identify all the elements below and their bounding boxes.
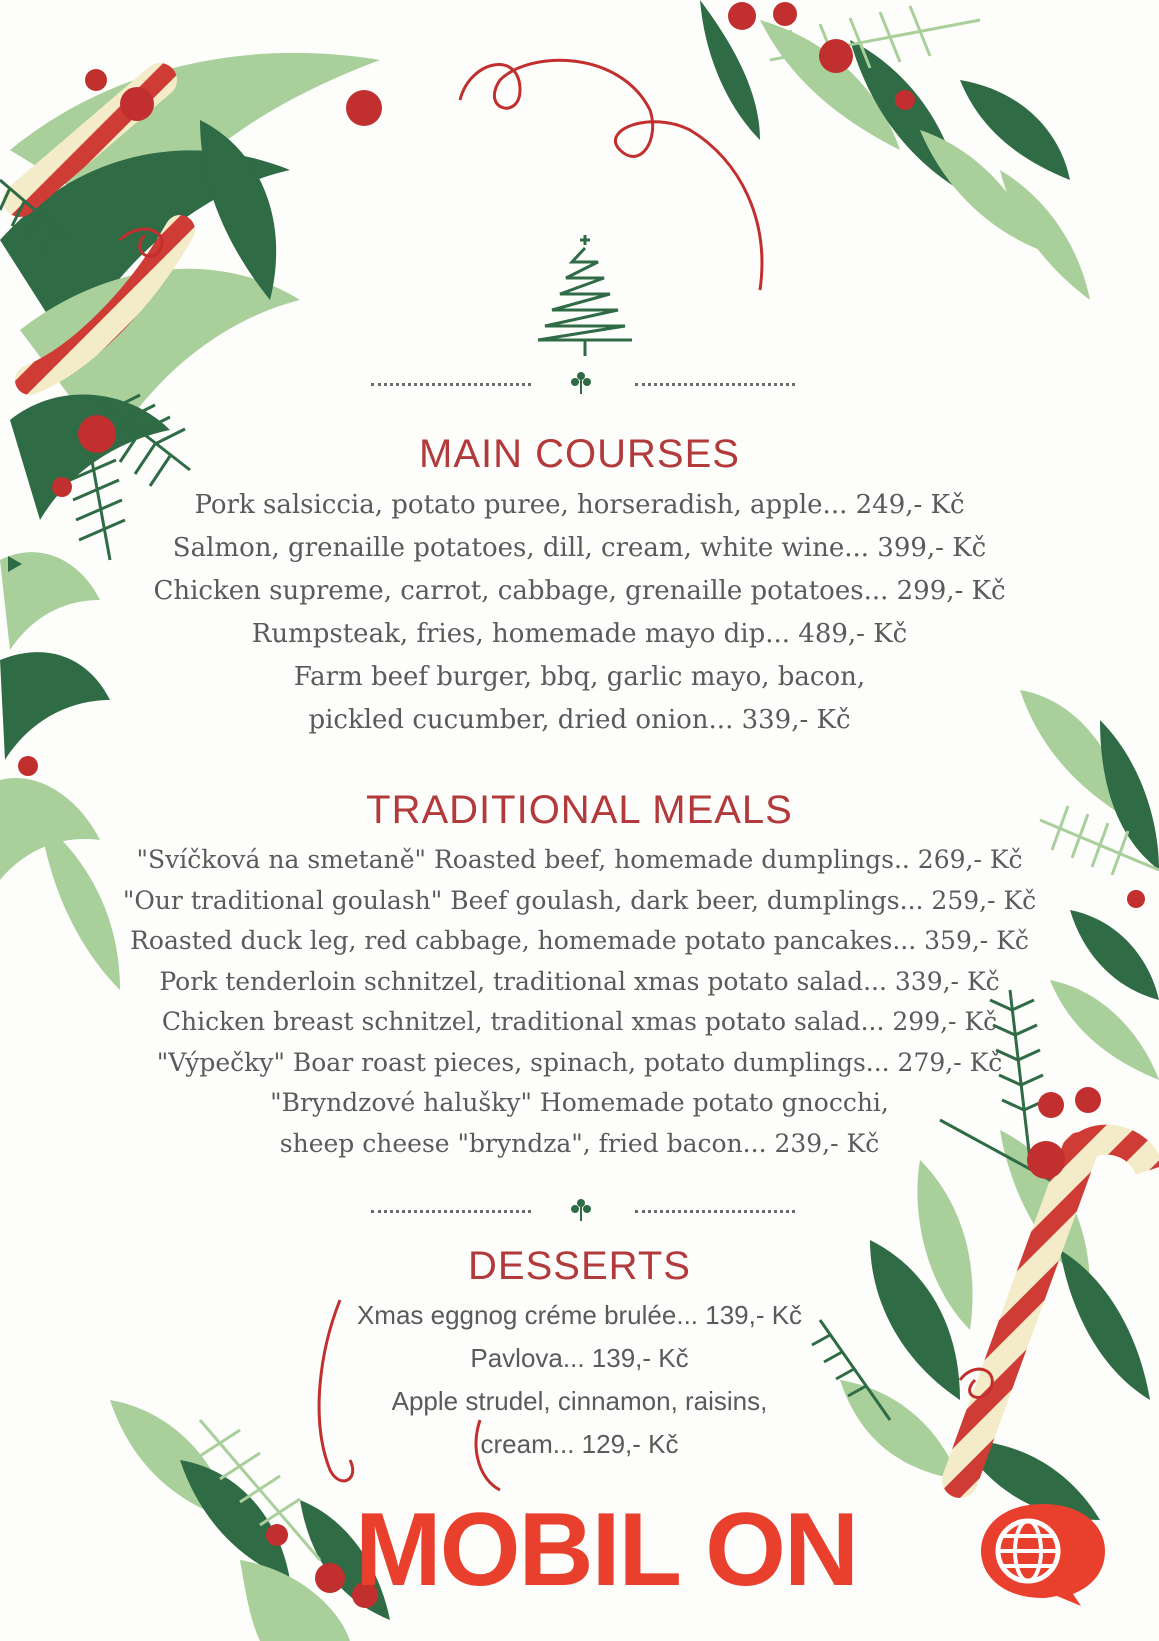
traditional-meals-heading: TRADITIONAL MEALS xyxy=(366,788,793,832)
menu-item: Chicken breast schnitzel, traditional xmas potato salad... 299,- Kč xyxy=(161,1007,998,1036)
menu-item: Apple strudel, cinnamon, raisins, xyxy=(391,1386,768,1416)
menu-item: "Our traditional goulash" Beef goulash, dark beer, dumplings... 259,- Kč xyxy=(122,885,1037,915)
menu-item: Chicken supreme, carrot, cabbage, grenaille potatoes... 299,- Kč xyxy=(153,576,1006,606)
menu-item: cream... 129,- Kč xyxy=(480,1429,679,1459)
globe-chat-icon xyxy=(973,1496,1113,1606)
watermark-logo xyxy=(355,1490,1115,1610)
menu-item: Roasted duck leg, red cabbage, homemade potato pancakes... 359,- Kč xyxy=(130,926,1029,955)
traditional-meals-section xyxy=(0,788,1159,1164)
menu-item: "Bryndzové halušky" Homemade potato gnocchi, xyxy=(270,1088,889,1117)
menu-item: Farm beef burger, bbq, garlic mayo, bacon, xyxy=(293,662,866,692)
desserts-section xyxy=(0,1244,1159,1466)
menu-item: Rumpsteak, fries, homemade mayo dip... 489,- Kč xyxy=(251,619,908,649)
christmas-tree-icon xyxy=(538,235,632,356)
main-courses-heading: MAIN COURSES xyxy=(419,432,740,476)
menu-item: Salmon, grenaille potatoes, dill, cream, white wine... 399,- Kč xyxy=(172,533,987,563)
sprig-icon xyxy=(568,370,594,396)
sprig-icon xyxy=(568,1197,594,1223)
menu-item: Pork tenderloin schnitzel, traditional xmas potato salad... 339,- Kč xyxy=(159,966,1000,996)
menu-item: "Výpečky" Boar roast pieces, spinach, potato dumplings... 279,- Kč xyxy=(156,1047,1003,1077)
menu-item: "Svíčková na smetaně" Roasted beef, homemade dumplings.. 269,- Kč xyxy=(136,845,1023,874)
section-divider-bottom xyxy=(0,1203,1159,1223)
menu-item: sheep cheese "bryndza", fried bacon... 239,- Kč xyxy=(279,1128,880,1158)
watermark-text: MOBIL ON xyxy=(355,1492,858,1608)
menu-item: Pork salsiccia, potato puree, horseradish, apple... 249,- Kč xyxy=(194,490,965,520)
top-right-foliage xyxy=(460,0,1090,300)
desserts-heading: DESSERTS xyxy=(468,1244,691,1288)
menu-item: Pavlova... 139,- Kč xyxy=(470,1343,689,1373)
main-courses-section xyxy=(0,432,1159,742)
section-divider-top xyxy=(0,376,1159,396)
menu-item: pickled cucumber, dried onion... 339,- Kč xyxy=(308,705,851,735)
menu-item: Xmas eggnog créme brulée... 139,- Kč xyxy=(356,1300,803,1330)
